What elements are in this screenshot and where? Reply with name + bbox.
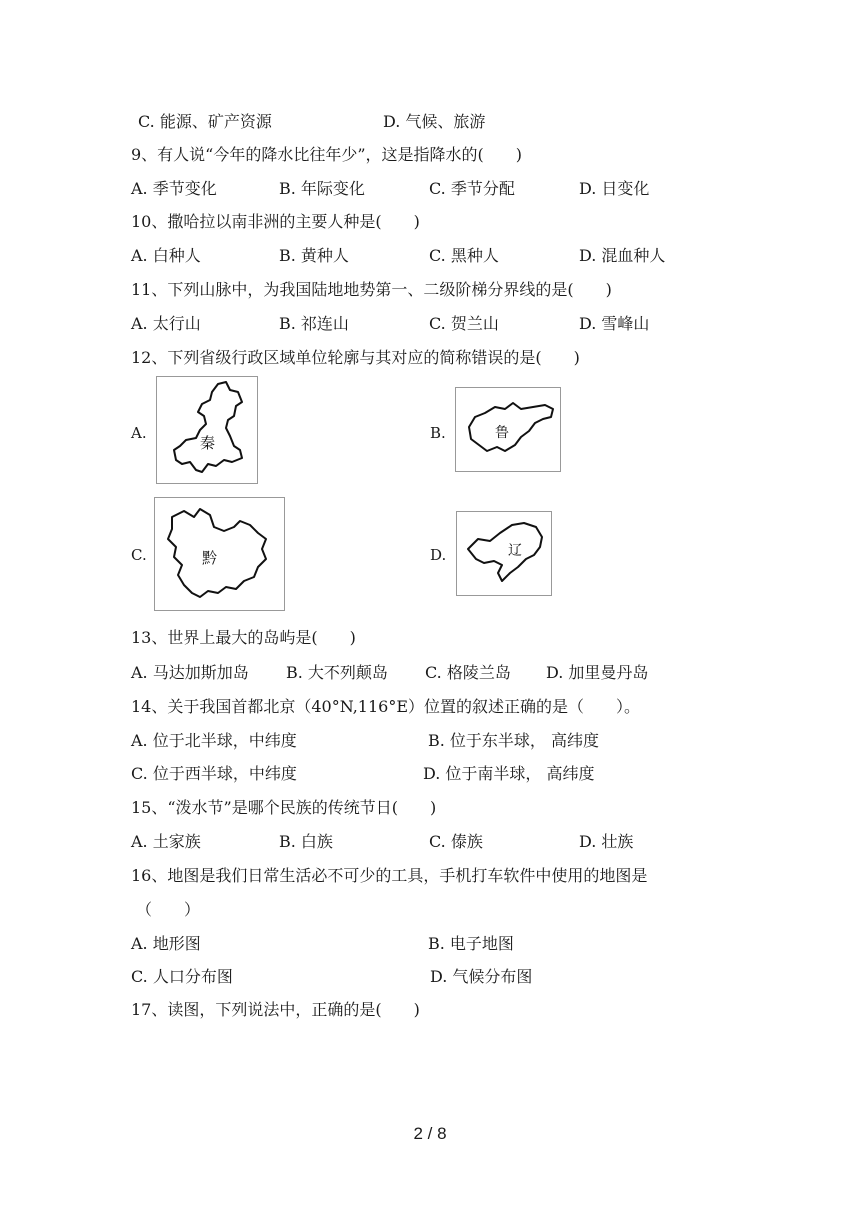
q12-option-a-label: A.: [131, 424, 147, 442]
q15-option-c: C. 傣族: [429, 832, 483, 851]
q14-option-c: C. 位于西半球，中纬度: [131, 764, 297, 783]
page-number: 2 / 8: [413, 1124, 447, 1143]
q13-option-a: A. 马达加斯加岛: [131, 663, 249, 682]
q9-option-a: A. 季节变化: [131, 179, 217, 198]
q9-option-b: B. 年际变化: [279, 179, 365, 198]
q16-stem: 16、地图是我们日常生活必不可少的工具，手机打车软件中使用的地图是: [131, 866, 648, 885]
q10-option-c: C. 黑种人: [429, 246, 499, 265]
q11-option-c: C. 贺兰山: [429, 314, 499, 333]
q17-stem: 17、读图，下列说法中，正确的是( ): [131, 1000, 420, 1019]
q12-map-b-abbr: 鲁: [495, 425, 509, 441]
q12-map-c-image: [154, 497, 285, 611]
q8-option-d: D. 气候、旅游: [383, 112, 486, 131]
q10-stem: 10、撒哈拉以南非洲的主要人种是( ): [131, 212, 420, 231]
q12-option-b-label: B.: [430, 424, 446, 442]
q11-option-d: D. 雪峰山: [579, 314, 650, 333]
q12-map-c-abbr: 黔: [202, 549, 218, 567]
q14-option-b: B. 位于东半球， 高纬度: [428, 731, 600, 750]
q12-map-a-abbr: 秦: [200, 434, 216, 452]
q8-option-c: C. 能源、矿产资源: [138, 112, 272, 131]
q14-option-a: A. 位于北半球，中纬度: [131, 731, 297, 750]
q12-option-c-label: C.: [131, 546, 147, 564]
q13-option-b: B. 大不列颠岛: [286, 663, 388, 682]
q16-stem-cont: （ ）: [136, 900, 201, 919]
q9-option-d: D. 日变化: [579, 179, 650, 198]
q10-option-a: A. 白种人: [131, 246, 201, 265]
q16-option-b: B. 电子地图: [428, 934, 514, 953]
q14-stem: 14、关于我国首都北京（40°N,116°E）位置的叙述正确的是（ ）。: [131, 697, 641, 716]
q12-map-a-image: [156, 376, 258, 484]
q15-option-d: D. 壮族: [579, 832, 634, 851]
q13-stem: 13、世界上最大的岛屿是( ): [131, 628, 356, 647]
q11-stem: 11、下列山脉中，为我国陆地地势第一、二级阶梯分界线的是( ): [131, 280, 612, 299]
q13-option-c: C. 格陵兰岛: [425, 663, 511, 682]
q15-option-a: A. 土家族: [131, 832, 201, 851]
q13-option-d: D. 加里曼丹岛: [546, 663, 649, 682]
q12-option-d-label: D.: [430, 546, 447, 564]
q9-stem: 9、有人说“今年的降水比往年少”，这是指降水的( ): [131, 145, 523, 164]
q11-option-a: A. 太行山: [131, 314, 201, 333]
q15-option-b: B. 白族: [279, 832, 333, 851]
q12-map-d-abbr: 辽: [508, 543, 522, 559]
q11-option-b: B. 祁连山: [279, 314, 349, 333]
q16-option-a: A. 地形图: [131, 934, 201, 953]
q14-option-d: D. 位于南半球， 高纬度: [423, 764, 595, 783]
q15-stem: 15、“泼水节”是哪个民族的传统节日( ): [131, 798, 437, 817]
q12-map-d-image: [456, 511, 552, 596]
q16-option-c: C. 人口分布图: [131, 967, 233, 986]
q16-option-d: D. 气候分布图: [430, 967, 533, 986]
q12-stem: 12、下列省级行政区域单位轮廓与其对应的简称错误的是( ): [131, 348, 580, 367]
q10-option-d: D. 混血种人: [579, 246, 666, 265]
q12-map-b-image: [455, 387, 561, 472]
q9-option-c: C. 季节分配: [429, 179, 515, 198]
q10-option-b: B. 黄种人: [279, 246, 349, 265]
